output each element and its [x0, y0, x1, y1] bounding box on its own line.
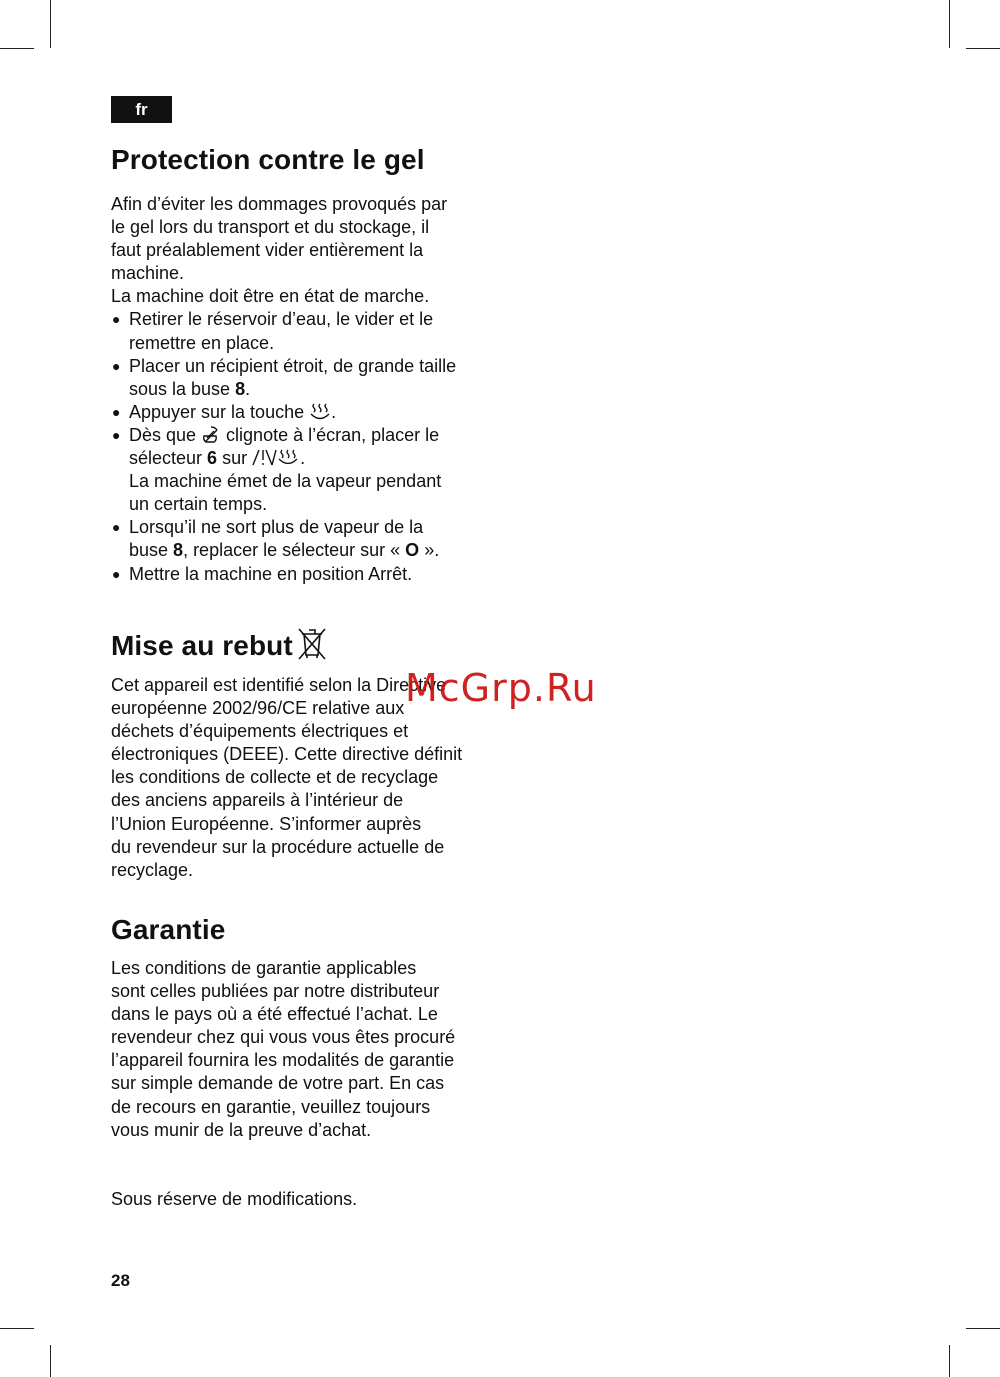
list-text: ».	[419, 540, 440, 561]
list-item: ● Placer un récipient étroit, de grande taille sous la buse 8.	[112, 355, 457, 399]
list-text: .	[245, 378, 251, 399]
crop-mark	[966, 1328, 1000, 1329]
list-item: ● Mettre la machine en position Arrêt.	[112, 563, 413, 584]
disposal-line: européenne 2002/96/CE relative aux	[111, 698, 405, 719]
list-text: sélecteur	[129, 448, 208, 469]
frost-title: Protection contre le gel	[111, 144, 425, 175]
selector-position-icon	[252, 448, 300, 467]
warranty-line: vous munir de la preuve d’achat.	[111, 1119, 372, 1140]
list-text: .	[331, 401, 337, 422]
warranty-line: sont celles publiées par notre distributeur	[111, 981, 440, 1002]
disposal-line: les conditions de collecte et de recyclage	[111, 767, 439, 788]
instruction-list	[111, 308, 501, 585]
list-text: , replacer le sélecteur sur «	[183, 540, 406, 561]
warranty-line: dans le pays où a été effectué l’achat. Le	[111, 1004, 438, 1025]
warranty-line: sur simple demande de votre part. En cas	[111, 1073, 445, 1094]
list-text: Dès que	[129, 424, 202, 445]
list-item: ● Retirer le réservoir d’eau, le vider et le remettre en place.	[112, 309, 434, 353]
disposal-line: déchets d’équipements électriques et	[111, 721, 409, 742]
list-text: Mettre la machine en position Arrêt.	[129, 563, 413, 584]
disposal-line: du revendeur sur la procédure actuelle de	[111, 836, 445, 857]
list-text: un certain temps.	[129, 494, 268, 515]
disposal-title	[111, 625, 501, 666]
warranty-section	[111, 910, 501, 1142]
disposal-section	[111, 625, 501, 882]
warranty-line: revendeur chez qui vous vous êtes procuré	[111, 1027, 456, 1048]
list-text: Retirer le réservoir d’eau, le vider et le	[129, 309, 434, 330]
crop-mark	[949, 1345, 950, 1377]
part-number: 6	[207, 448, 218, 469]
warranty-title: Garantie	[111, 914, 226, 945]
disposal-line: Cet appareil est identifié selon la Directive	[111, 675, 447, 695]
warranty-line: Les conditions de garantie applicables	[111, 958, 417, 978]
intro-line: La machine doit être en état de marche.	[111, 286, 430, 307]
watermark: McGrp.Ru	[405, 666, 597, 710]
disposal-title-text: Mise au rebut	[111, 630, 293, 661]
list-text: sous la buse	[129, 378, 236, 399]
list-text: La machine émet de la vapeur pendant	[129, 471, 442, 492]
list-text: clignote à l’écran, placer le	[221, 424, 440, 445]
crop-mark	[0, 1328, 34, 1329]
disposal-line: électroniques (DEEE). Cette directive définit	[111, 744, 463, 765]
part-number: 8	[173, 540, 184, 561]
reserve-note: Sous réserve de modifications.	[111, 1189, 358, 1209]
disposal-line: recyclage.	[111, 859, 194, 880]
list-text: Appuyer sur la touche	[129, 401, 310, 422]
disposal-line: l’Union Européenne. S’informer auprès	[111, 813, 422, 834]
list-text: remettre en place.	[129, 332, 275, 353]
crop-mark	[50, 0, 51, 48]
crop-mark	[966, 48, 1000, 49]
language-tab: fr	[111, 96, 172, 123]
frost-protection-section	[111, 140, 501, 586]
list-item: ● Appuyer sur la touche .	[112, 401, 337, 422]
list-item: ● Lorsqu’il ne sort plus de vapeur de la buse 8, replacer le sélecteur sur « O ».	[112, 517, 440, 561]
intro-line: le gel lors du transport et du stockage, il	[111, 217, 430, 238]
crossed-bin-icon	[297, 625, 327, 661]
crop-mark	[949, 0, 950, 48]
intro-line: faut préalablement vider entièrement la	[111, 240, 424, 261]
disposal-line: des anciens appareils à l’intérieur de	[111, 790, 404, 811]
list-item: ● Dès que clignote à l’écran, placer le sélecteur 6 sur . La machine émet de la vapeur pendant un certain temps.	[112, 424, 442, 515]
warranty-line: l’appareil fournira les modalités de garantie	[111, 1050, 455, 1071]
warranty-line: de recours en garantie, veuillez toujours	[111, 1096, 431, 1117]
list-text: Placer un récipient étroit, de grande taille	[129, 355, 457, 376]
part-number: 8	[235, 378, 246, 399]
steam-icon	[309, 403, 331, 421]
page-number: 28	[111, 1271, 130, 1290]
selector-off-label: O	[405, 540, 420, 561]
descale-icon	[201, 425, 221, 444]
list-text: .	[300, 448, 306, 469]
list-text: sur	[217, 448, 253, 469]
crop-mark	[50, 1345, 51, 1377]
list-text: Lorsqu’il ne sort plus de vapeur de la	[129, 517, 424, 538]
intro-line: Afin d’éviter les dommages provoqués par	[111, 194, 448, 214]
crop-mark	[0, 48, 34, 49]
intro-line: machine.	[111, 263, 185, 284]
list-text: buse	[129, 540, 174, 561]
